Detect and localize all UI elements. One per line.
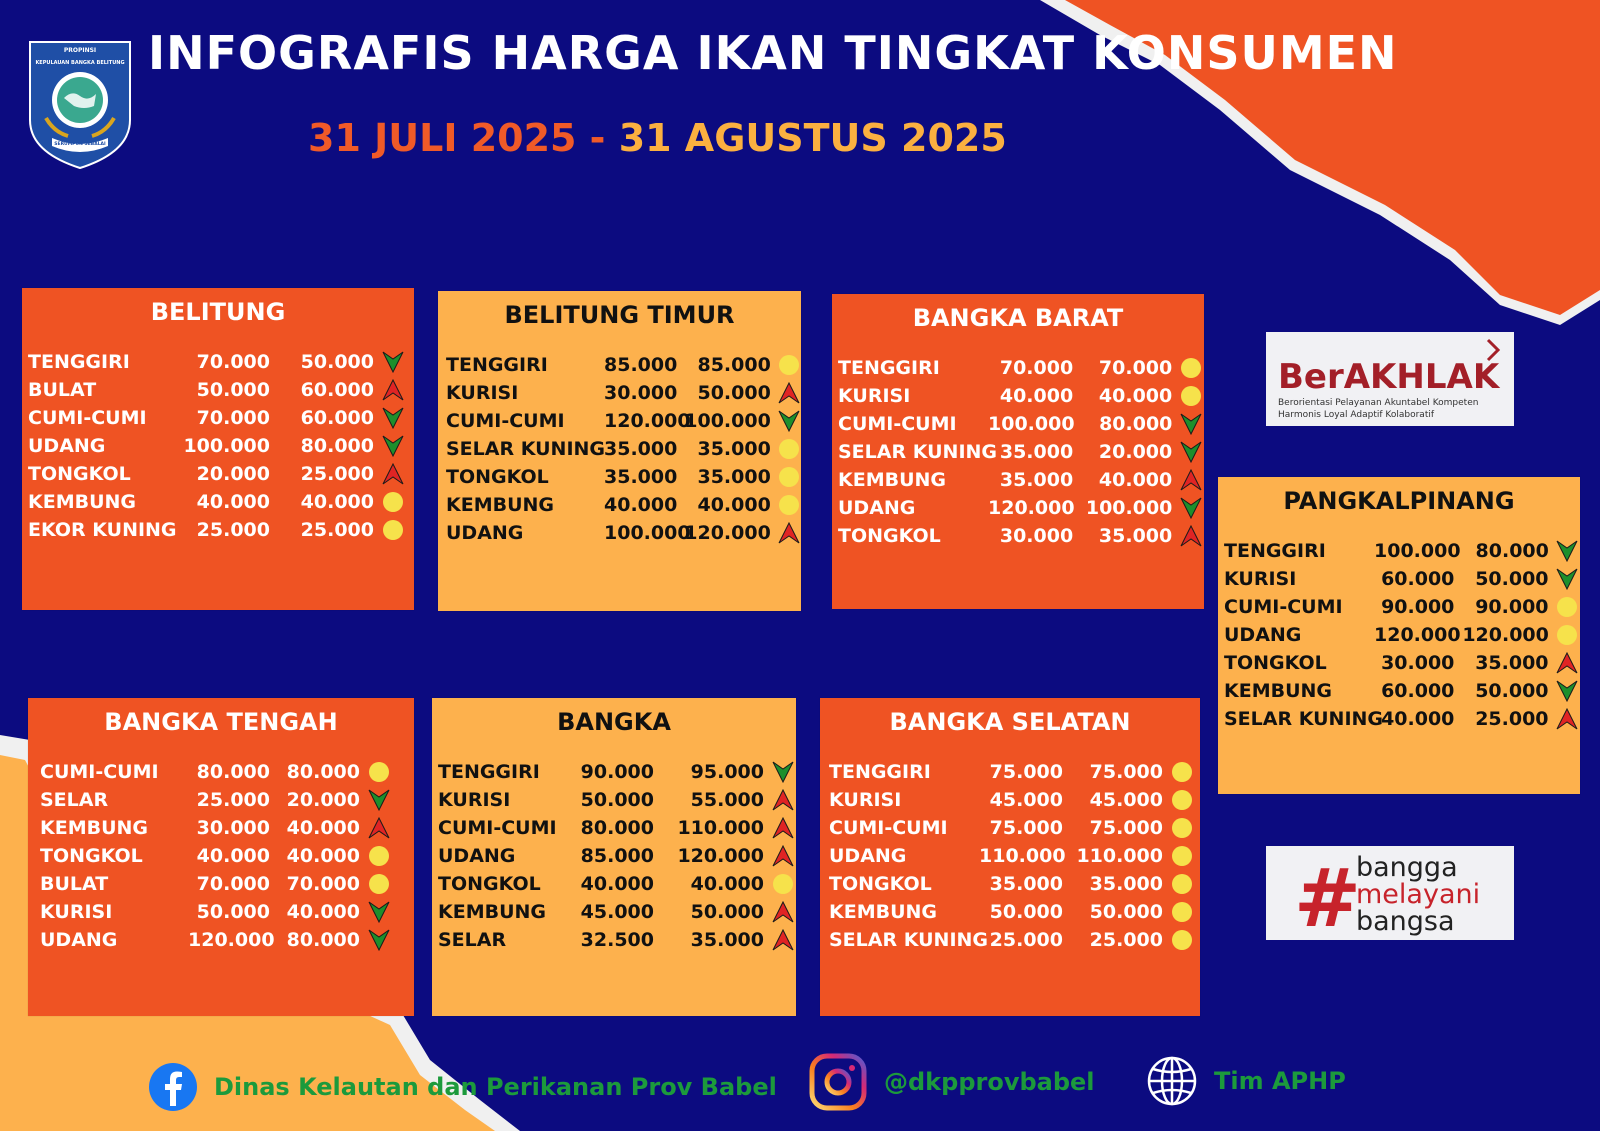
trend-stable-icon bbox=[1555, 622, 1580, 648]
trend-stable-icon bbox=[366, 759, 392, 785]
price-row bbox=[28, 898, 414, 926]
price-start: 45.000 bbox=[989, 789, 1063, 811]
trend-stable-icon bbox=[1555, 594, 1580, 620]
price-end: 75.000 bbox=[1089, 761, 1163, 783]
price-end: 75.000 bbox=[1089, 817, 1163, 839]
price-row bbox=[28, 758, 414, 786]
price-start: 45.000 bbox=[580, 901, 654, 923]
date-end: 31 AGUSTUS 2025 bbox=[618, 116, 1007, 160]
price-end: 110.000 bbox=[677, 817, 764, 839]
trend-stable-icon bbox=[366, 871, 392, 897]
price-row bbox=[432, 870, 796, 898]
trend-up-icon bbox=[1178, 523, 1204, 549]
fish-name: KURISI bbox=[40, 901, 113, 923]
instagram-icon bbox=[808, 1052, 868, 1112]
price-end: 80.000 bbox=[286, 761, 360, 783]
price-start: 60.000 bbox=[1381, 568, 1455, 590]
price-end: 120.000 bbox=[1462, 624, 1549, 646]
price-start: 75.000 bbox=[989, 761, 1063, 783]
trend-stable-icon bbox=[777, 492, 801, 518]
price-row bbox=[22, 460, 414, 488]
price-start: 20.000 bbox=[196, 463, 270, 485]
price-end: 80.000 bbox=[1099, 413, 1173, 435]
facebook-icon bbox=[148, 1062, 198, 1112]
footer-facebook[interactable] bbox=[148, 1062, 777, 1112]
fish-name: TENGGIRI bbox=[1224, 540, 1326, 562]
price-row bbox=[22, 488, 414, 516]
logo-top-text: PROPINSI bbox=[63, 47, 97, 54]
region-panel-bangka-tengah bbox=[28, 698, 414, 1016]
trend-up-icon bbox=[770, 787, 796, 813]
fish-name: UDANG bbox=[40, 929, 118, 951]
trend-down-icon bbox=[1178, 411, 1204, 437]
fish-name: TONGKOL bbox=[446, 466, 549, 488]
fish-name: SELAR KUNING bbox=[446, 438, 606, 460]
price-start: 30.000 bbox=[999, 525, 1074, 547]
price-row bbox=[820, 758, 1200, 786]
fish-name: TONGKOL bbox=[28, 463, 131, 485]
trend-up-icon bbox=[777, 380, 801, 406]
fish-name: TENGGIRI bbox=[28, 351, 130, 373]
price-row bbox=[820, 898, 1200, 926]
trend-up-icon bbox=[380, 461, 406, 487]
price-row bbox=[28, 814, 414, 842]
price-row bbox=[438, 519, 801, 547]
fish-name: BULAT bbox=[28, 379, 97, 401]
price-start: 85.000 bbox=[580, 845, 654, 867]
price-end: 40.000 bbox=[697, 494, 771, 516]
trend-down-icon bbox=[366, 899, 392, 925]
fish-name: KURISI bbox=[438, 789, 511, 811]
price-end: 25.000 bbox=[1475, 708, 1549, 730]
price-start: 120.000 bbox=[604, 410, 691, 432]
price-end: 100.000 bbox=[684, 410, 771, 432]
price-row bbox=[832, 382, 1204, 410]
price-start: 30.000 bbox=[1381, 652, 1455, 674]
trend-stable-icon bbox=[777, 436, 801, 462]
fish-name: CUMI-CUMI bbox=[40, 761, 159, 783]
trend-down-icon bbox=[1555, 678, 1580, 704]
trend-stable-icon bbox=[1169, 759, 1195, 785]
price-start: 70.000 bbox=[196, 873, 270, 895]
price-start: 35.000 bbox=[989, 873, 1063, 895]
price-row bbox=[432, 786, 796, 814]
region-panel-pangkalpinang bbox=[1218, 477, 1580, 794]
price-start: 50.000 bbox=[196, 901, 270, 923]
trend-down-icon bbox=[380, 405, 406, 431]
price-end: 40.000 bbox=[286, 817, 360, 839]
price-start: 50.000 bbox=[580, 789, 654, 811]
fish-name: KURISI bbox=[838, 385, 911, 407]
price-start: 100.000 bbox=[988, 413, 1075, 435]
price-end: 50.000 bbox=[690, 901, 764, 923]
trend-up-icon bbox=[1555, 650, 1580, 676]
price-start: 70.000 bbox=[196, 407, 270, 429]
price-row bbox=[22, 404, 414, 432]
fish-name: TENGGIRI bbox=[829, 761, 931, 783]
fish-name: SELAR KUNING bbox=[838, 441, 998, 463]
fish-name: KEMBUNG bbox=[40, 817, 149, 839]
trend-up-icon bbox=[1178, 467, 1204, 493]
trend-up-icon bbox=[770, 927, 796, 953]
trend-up-icon bbox=[380, 377, 406, 403]
price-end: 40.000 bbox=[690, 873, 764, 895]
bangga-hash: # bbox=[1294, 852, 1362, 940]
fish-name: KEMBUNG bbox=[28, 491, 137, 513]
trend-down-icon bbox=[366, 927, 392, 953]
trend-down-icon bbox=[770, 759, 796, 785]
region-title: PANGKALPINANG bbox=[1283, 487, 1515, 515]
fish-name: KURISI bbox=[1224, 568, 1297, 590]
berakhlak-logo bbox=[1266, 332, 1514, 426]
fish-name: CUMI-CUMI bbox=[838, 413, 957, 435]
footer-instagram-text: @dkpprovbabel bbox=[884, 1068, 1095, 1096]
region-title: BANGKA BARAT bbox=[912, 304, 1124, 332]
price-start: 30.000 bbox=[604, 382, 678, 404]
trend-stable-icon bbox=[777, 464, 801, 490]
price-end: 40.000 bbox=[286, 845, 360, 867]
price-start: 75.000 bbox=[989, 817, 1063, 839]
price-start: 40.000 bbox=[196, 491, 270, 513]
price-end: 40.000 bbox=[300, 491, 374, 513]
price-start: 60.000 bbox=[1381, 680, 1455, 702]
price-row bbox=[832, 410, 1204, 438]
trend-stable-icon bbox=[1178, 355, 1204, 381]
trend-down-icon bbox=[1178, 439, 1204, 465]
price-start: 35.000 bbox=[604, 438, 678, 460]
trend-stable-icon bbox=[380, 517, 406, 543]
fish-name: CUMI-CUMI bbox=[446, 410, 565, 432]
price-start: 120.000 bbox=[1374, 624, 1461, 646]
price-row bbox=[22, 348, 414, 376]
price-row bbox=[832, 522, 1204, 550]
region-title: BANGKA SELATAN bbox=[889, 708, 1131, 736]
region-title: BELITUNG bbox=[150, 298, 286, 326]
trend-up-icon bbox=[770, 815, 796, 841]
fish-name: UDANG bbox=[28, 435, 106, 457]
price-end: 20.000 bbox=[1098, 441, 1173, 463]
fish-name: KEMBUNG bbox=[829, 901, 938, 923]
logo-motto: SERUMPUN SEBALAI bbox=[54, 142, 106, 147]
price-end: 85.000 bbox=[697, 354, 771, 376]
fish-name: UDANG bbox=[838, 497, 916, 519]
fish-name: SELAR bbox=[438, 929, 507, 951]
price-row bbox=[820, 786, 1200, 814]
price-start: 70.000 bbox=[196, 351, 270, 373]
trend-stable-icon bbox=[1169, 871, 1195, 897]
price-row bbox=[438, 491, 801, 519]
price-end: 60.000 bbox=[300, 379, 374, 401]
trend-down-icon bbox=[777, 408, 801, 434]
fish-name: UDANG bbox=[446, 522, 524, 544]
bangga-melayani-badge bbox=[1266, 846, 1514, 940]
bangga-line1: bangga bbox=[1356, 852, 1458, 883]
price-end: 35.000 bbox=[690, 929, 764, 951]
price-row bbox=[820, 870, 1200, 898]
price-end: 40.000 bbox=[1098, 385, 1173, 407]
fish-name: SELAR KUNING bbox=[1224, 708, 1384, 730]
trend-down-icon bbox=[1178, 495, 1204, 521]
price-end: 80.000 bbox=[300, 435, 374, 457]
fish-name: TENGGIRI bbox=[446, 354, 548, 376]
price-start: 85.000 bbox=[604, 354, 678, 376]
price-start: 40.000 bbox=[580, 873, 654, 895]
price-end: 25.000 bbox=[300, 463, 374, 485]
price-end: 40.000 bbox=[286, 901, 360, 923]
price-start: 90.000 bbox=[580, 761, 654, 783]
logo-ring-text: KEPULAUAN BANGKA BELITUNG bbox=[35, 60, 125, 66]
price-row bbox=[432, 926, 796, 954]
price-start: 100.000 bbox=[1374, 540, 1461, 562]
price-start: 70.000 bbox=[999, 357, 1074, 379]
trend-stable-icon bbox=[1169, 843, 1195, 869]
footer-web-text: Tim APHP bbox=[1214, 1067, 1346, 1095]
fish-name: KEMBUNG bbox=[1224, 680, 1333, 702]
trend-up-icon bbox=[770, 843, 796, 869]
fish-name: UDANG bbox=[829, 845, 907, 867]
price-end: 25.000 bbox=[1089, 929, 1163, 951]
fish-name: TONGKOL bbox=[829, 873, 932, 895]
price-end: 120.000 bbox=[684, 522, 771, 544]
price-start: 32.500 bbox=[580, 929, 654, 951]
price-row bbox=[1218, 537, 1580, 565]
price-row bbox=[432, 842, 796, 870]
price-end: 100.000 bbox=[1085, 497, 1173, 519]
trend-down-icon bbox=[366, 787, 392, 813]
price-end: 70.000 bbox=[286, 873, 360, 895]
price-start: 120.000 bbox=[188, 929, 275, 951]
trend-stable-icon bbox=[1169, 927, 1195, 953]
trend-stable-icon bbox=[770, 871, 796, 897]
trend-stable-icon bbox=[1178, 383, 1204, 409]
region-panel-bangka bbox=[432, 698, 796, 1016]
price-start: 80.000 bbox=[580, 817, 654, 839]
price-start: 25.000 bbox=[196, 789, 270, 811]
price-end: 110.000 bbox=[1076, 845, 1163, 867]
price-row bbox=[1218, 677, 1580, 705]
footer-facebook-text: Dinas Kelautan dan Perikanan Prov Babel bbox=[214, 1073, 777, 1101]
price-row bbox=[832, 354, 1204, 382]
price-row bbox=[438, 435, 801, 463]
price-end: 45.000 bbox=[1089, 789, 1163, 811]
price-row bbox=[28, 926, 414, 954]
trend-down-icon bbox=[1555, 566, 1580, 592]
price-row bbox=[820, 814, 1200, 842]
price-start: 40.000 bbox=[604, 494, 678, 516]
price-row bbox=[832, 466, 1204, 494]
price-start: 35.000 bbox=[999, 441, 1074, 463]
fish-name: KURISI bbox=[829, 789, 902, 811]
fish-name: TONGKOL bbox=[1224, 652, 1327, 674]
price-end: 50.000 bbox=[300, 351, 374, 373]
price-start: 40.000 bbox=[196, 845, 270, 867]
bangga-line3: bangsa bbox=[1356, 906, 1455, 937]
price-row bbox=[432, 814, 796, 842]
price-end: 25.000 bbox=[300, 519, 374, 541]
price-start: 40.000 bbox=[1381, 708, 1455, 730]
price-end: 35.000 bbox=[1475, 652, 1549, 674]
fish-name: KEMBUNG bbox=[446, 494, 555, 516]
fish-name: TONGKOL bbox=[838, 525, 941, 547]
trend-up-icon bbox=[366, 815, 392, 841]
trend-up-icon bbox=[777, 520, 801, 546]
price-start: 40.000 bbox=[999, 385, 1074, 407]
price-row bbox=[28, 786, 414, 814]
globe-icon bbox=[1146, 1055, 1198, 1107]
fish-name: TONGKOL bbox=[40, 845, 143, 867]
price-start: 25.000 bbox=[989, 929, 1063, 951]
price-row bbox=[820, 842, 1200, 870]
price-row bbox=[832, 494, 1204, 522]
fish-name: KEMBUNG bbox=[438, 901, 547, 923]
price-start: 100.000 bbox=[183, 435, 270, 457]
province-logo bbox=[28, 40, 132, 170]
page-title: INFOGRAFIS HARGA IKAN TINGKAT KONSUMEN bbox=[148, 26, 1398, 80]
trend-stable-icon bbox=[366, 843, 392, 869]
price-start: 80.000 bbox=[196, 761, 270, 783]
fish-name: CUMI-CUMI bbox=[829, 817, 948, 839]
fish-name: TENGGIRI bbox=[838, 357, 940, 379]
price-row bbox=[28, 842, 414, 870]
trend-down-icon bbox=[1555, 538, 1580, 564]
region-panel-belitung-timur bbox=[438, 291, 801, 611]
trend-stable-icon bbox=[380, 489, 406, 515]
region-panel-belitung bbox=[22, 288, 414, 610]
price-row bbox=[22, 516, 414, 544]
price-end: 50.000 bbox=[1089, 901, 1163, 923]
price-end: 20.000 bbox=[286, 789, 360, 811]
price-row bbox=[438, 463, 801, 491]
price-end: 120.000 bbox=[677, 845, 764, 867]
price-row bbox=[1218, 649, 1580, 677]
price-end: 70.000 bbox=[1098, 357, 1173, 379]
price-start: 50.000 bbox=[989, 901, 1063, 923]
price-row bbox=[1218, 621, 1580, 649]
region-panel-bangka-selatan bbox=[820, 698, 1200, 1016]
price-end: 50.000 bbox=[697, 382, 771, 404]
fish-name: KEMBUNG bbox=[838, 469, 947, 491]
price-end: 50.000 bbox=[1475, 568, 1549, 590]
price-start: 120.000 bbox=[988, 497, 1075, 519]
price-row bbox=[1218, 705, 1580, 733]
price-row bbox=[22, 376, 414, 404]
price-start: 100.000 bbox=[604, 522, 691, 544]
price-end: 35.000 bbox=[1089, 873, 1163, 895]
price-row bbox=[432, 898, 796, 926]
region-title: BANGKA bbox=[557, 708, 671, 736]
price-row bbox=[22, 432, 414, 460]
fish-name: TENGGIRI bbox=[438, 761, 540, 783]
price-row bbox=[832, 438, 1204, 466]
fish-name: EKOR KUNING bbox=[28, 519, 177, 541]
price-start: 35.000 bbox=[999, 469, 1074, 491]
date-start: 31 JULI 2025 - bbox=[308, 116, 606, 160]
price-end: 95.000 bbox=[690, 761, 764, 783]
price-row bbox=[438, 379, 801, 407]
fish-name: SELAR KUNING bbox=[829, 929, 989, 951]
trend-down-icon bbox=[380, 433, 406, 459]
price-end: 35.000 bbox=[1098, 525, 1173, 547]
price-start: 90.000 bbox=[1381, 596, 1455, 618]
price-end: 35.000 bbox=[697, 438, 771, 460]
fish-name: CUMI-CUMI bbox=[28, 407, 147, 429]
price-row bbox=[432, 758, 796, 786]
price-end: 80.000 bbox=[1475, 540, 1549, 562]
price-row bbox=[1218, 565, 1580, 593]
bangga-melayani-logo bbox=[1266, 846, 1514, 940]
trend-stable-icon bbox=[777, 352, 801, 378]
fish-name: CUMI-CUMI bbox=[1224, 596, 1343, 618]
fish-name: UDANG bbox=[1224, 624, 1302, 646]
berakhlak-line2: Harmonis Loyal Adaptif Kolaboratif bbox=[1278, 410, 1435, 420]
trend-up-icon bbox=[1555, 706, 1580, 732]
footer-instagram[interactable] bbox=[808, 1052, 1095, 1112]
price-row bbox=[438, 351, 801, 379]
fish-name: CUMI-CUMI bbox=[438, 817, 557, 839]
price-end: 55.000 bbox=[690, 789, 764, 811]
price-end: 35.000 bbox=[697, 466, 771, 488]
berakhlak-title: BerAKHLAK bbox=[1278, 357, 1500, 397]
trend-stable-icon bbox=[1169, 815, 1195, 841]
footer-web[interactable] bbox=[1146, 1055, 1346, 1107]
price-start: 30.000 bbox=[196, 817, 270, 839]
price-start: 35.000 bbox=[604, 466, 678, 488]
region-panel-bangka-barat bbox=[832, 294, 1204, 609]
price-end: 90.000 bbox=[1475, 596, 1549, 618]
trend-down-icon bbox=[380, 349, 406, 375]
price-start: 110.000 bbox=[979, 845, 1066, 867]
region-title: BELITUNG TIMUR bbox=[504, 301, 735, 329]
price-row bbox=[820, 926, 1200, 954]
price-row bbox=[28, 870, 414, 898]
price-start: 50.000 bbox=[196, 379, 270, 401]
fish-name: TONGKOL bbox=[438, 873, 541, 895]
berakhlak-badge bbox=[1266, 332, 1514, 426]
price-end: 80.000 bbox=[286, 929, 360, 951]
fish-name: SELAR bbox=[40, 789, 109, 811]
fish-name: KURISI bbox=[446, 382, 519, 404]
price-row bbox=[438, 407, 801, 435]
bangga-line2: melayani bbox=[1356, 879, 1481, 910]
region-title: BANGKA TENGAH bbox=[104, 708, 338, 736]
price-row bbox=[1218, 593, 1580, 621]
fish-name: BULAT bbox=[40, 873, 109, 895]
price-end: 50.000 bbox=[1475, 680, 1549, 702]
trend-up-icon bbox=[770, 899, 796, 925]
date-range bbox=[308, 116, 1007, 160]
price-end: 40.000 bbox=[1098, 469, 1173, 491]
price-end: 60.000 bbox=[300, 407, 374, 429]
price-start: 25.000 bbox=[196, 519, 270, 541]
fish-name: UDANG bbox=[438, 845, 516, 867]
trend-stable-icon bbox=[1169, 899, 1195, 925]
berakhlak-line1: Berorientasi Pelayanan Akuntabel Kompeten bbox=[1278, 398, 1479, 408]
trend-stable-icon bbox=[1169, 787, 1195, 813]
